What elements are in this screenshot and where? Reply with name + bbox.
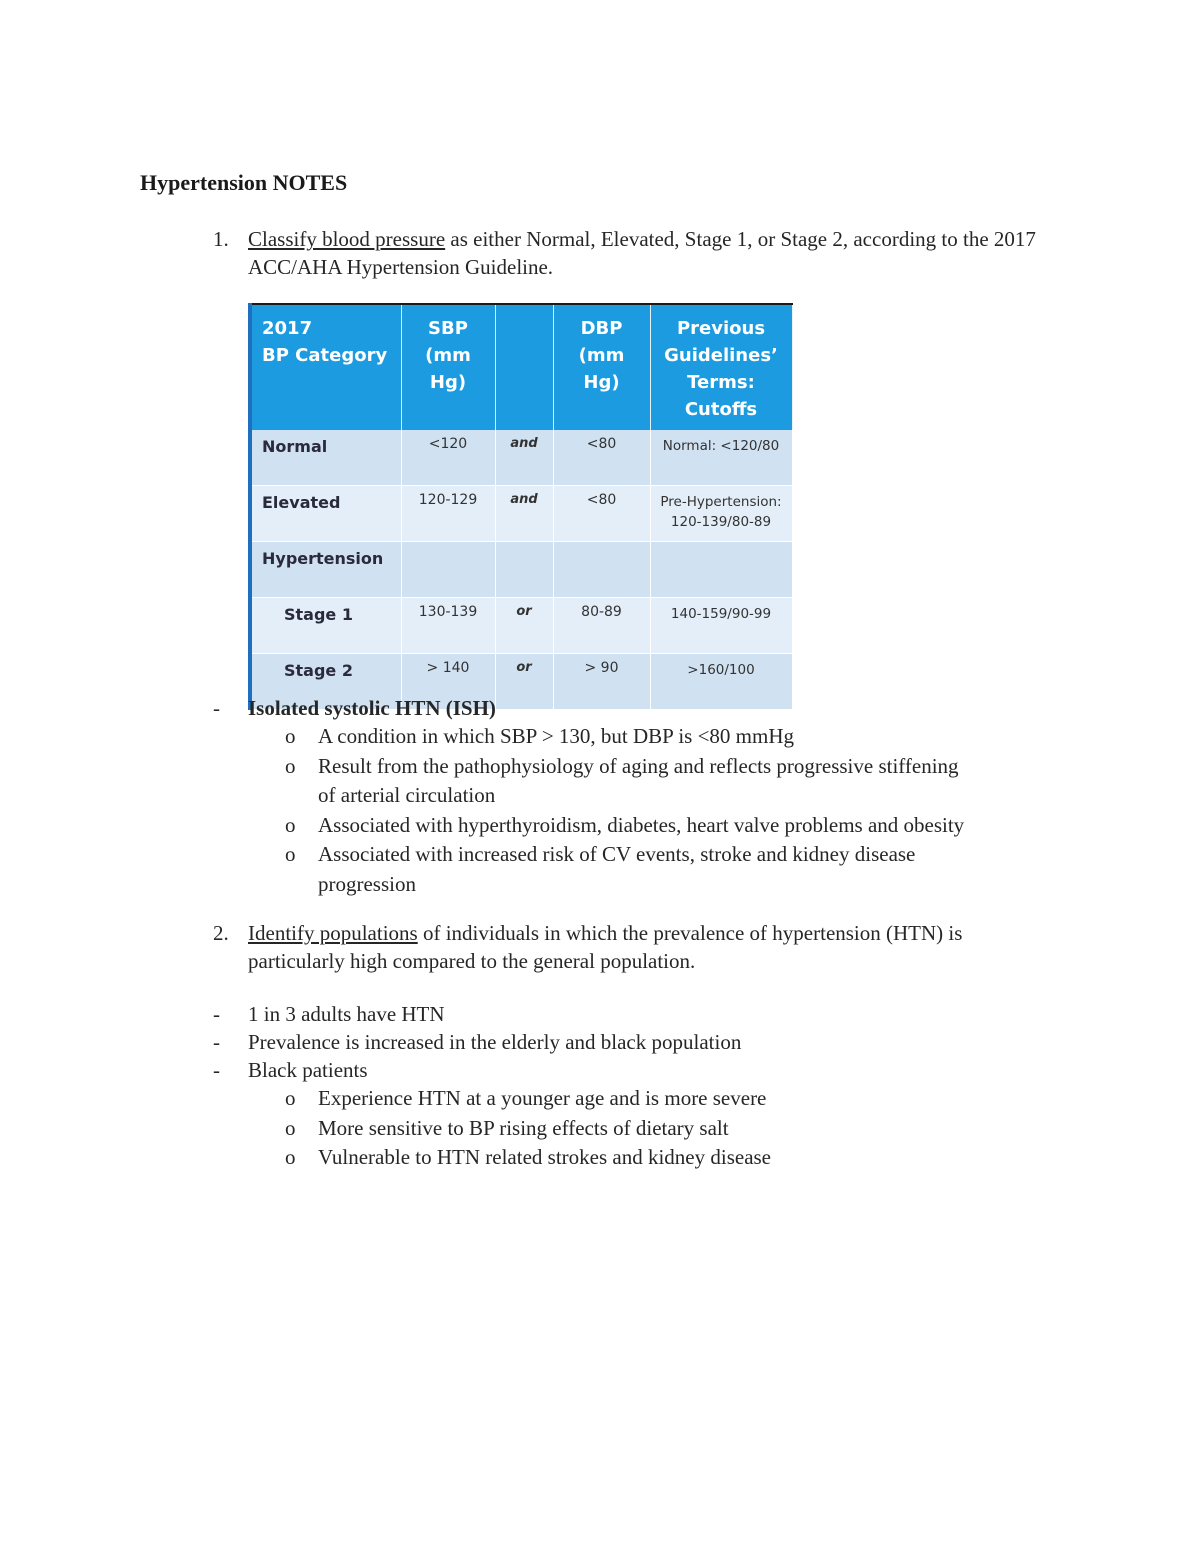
table-row <box>250 542 792 598</box>
objective-1 <box>213 225 1063 281</box>
dbp-cell: > 90 <box>553 654 650 710</box>
objective-2-underlined: Identify populations <box>248 921 418 945</box>
ish-section <box>213 694 1063 899</box>
dash-marker: - <box>213 1030 220 1054</box>
category-cell: Hypertension <box>250 542 401 598</box>
table-row <box>250 430 792 486</box>
objective-2 <box>213 919 1063 975</box>
sbp-cell: <120 <box>401 430 495 486</box>
header-category: 2017 BP Category <box>250 304 401 430</box>
dbp-cell: <80 <box>553 430 650 486</box>
previous-cell: Pre-Hypertension: 120-139/80-89 <box>650 486 792 542</box>
list-item: o Vulnerable to HTN related strokes and kidney disease <box>213 1143 1063 1173</box>
sbp-cell: 130-139 <box>401 598 495 654</box>
previous-cell <box>650 542 792 598</box>
ish-heading: - Isolated systolic HTN (ISH) <box>213 696 496 720</box>
header-blank <box>495 304 553 430</box>
dbp-cell: 80-89 <box>553 598 650 654</box>
bullet-marker: o <box>285 1145 296 1169</box>
list-item: - Black patients <box>213 1058 368 1082</box>
bullet-marker: o <box>285 724 296 748</box>
dash-marker: - <box>213 696 220 720</box>
dash-marker: - <box>213 1002 220 1026</box>
conjunction-cell: or <box>495 598 553 654</box>
objective-1-text <box>248 225 1063 281</box>
objective-1-rest: as either Normal, Elevated, Stage 1, or Stage 2, according to the 2017 ACC/AHA Hypertension Guideline. <box>248 227 1036 279</box>
sbp-cell: 120-129 <box>401 486 495 542</box>
sbp-cell: > 140 <box>401 654 495 710</box>
header-sbp: SBP (mm Hg) <box>401 304 495 430</box>
conjunction-cell: and <box>495 486 553 542</box>
bullet-marker: o <box>285 1086 296 1110</box>
objective-1-number: 1. <box>213 227 229 251</box>
conjunction-cell: or <box>495 654 553 710</box>
list-item: o Result from the pathophysiology of aging and reflects progressive stiffening of arterial circulation <box>285 753 959 807</box>
header-dbp: DBP (mm Hg) <box>553 304 650 430</box>
objective-2-number: 2. <box>213 921 229 945</box>
objective-2-text <box>248 919 1063 975</box>
header-previous: Previous Guidelines’ Terms: Cutoffs <box>650 304 792 430</box>
list-item: o Associated with increased risk of CV events, stroke and kidney disease progression <box>285 842 916 896</box>
list-item: - 1 in 3 adults have HTN <box>213 1002 445 1026</box>
category-cell: Normal <box>250 430 401 486</box>
bullet-marker: o <box>285 842 296 866</box>
table-row <box>250 598 792 654</box>
previous-cell: Normal: <120/80 <box>650 430 792 486</box>
category-cell: Elevated <box>250 486 401 542</box>
page-title: Hypertension NOTES <box>140 170 348 195</box>
list-item: o Associated with hyperthyroidism, diabetes, heart valve problems and obesity <box>213 811 1063 841</box>
list-item: o A condition in which SBP > 130, but DBP is <80 mmHg <box>213 722 1063 752</box>
objective-1-underlined: Classify blood pressure <box>248 227 446 251</box>
bullet-marker: o <box>285 1115 296 1140</box>
populations-section <box>213 1000 1063 1173</box>
table-header-row <box>250 304 792 430</box>
previous-cell: >160/100 <box>650 654 792 710</box>
conjunction-cell: and <box>495 430 553 486</box>
objective-2-rest: of individuals in which the prevalence of hypertension (HTN) is particularly high compared to the general population. <box>248 921 963 973</box>
conjunction-cell <box>495 542 553 598</box>
sbp-cell <box>401 542 495 598</box>
dash-marker: - <box>213 1058 220 1082</box>
dbp-cell: <80 <box>553 486 650 542</box>
list-item: - Prevalence is increased in the elderly and black population <box>213 1030 742 1054</box>
dbp-cell <box>553 542 650 598</box>
bullet-marker: o <box>285 812 296 837</box>
list-item: o Experience HTN at a younger age and is more severe <box>213 1084 1063 1114</box>
category-cell: Stage 1 <box>250 598 401 654</box>
previous-cell: 140-159/90-99 <box>650 598 792 654</box>
table-row <box>250 486 792 542</box>
bp-category-table <box>248 303 793 710</box>
list-item: o More sensitive to BP rising effects of dietary salt <box>213 1114 1063 1144</box>
category-cell: Stage 2 <box>250 654 401 710</box>
bullet-marker: o <box>285 753 296 778</box>
